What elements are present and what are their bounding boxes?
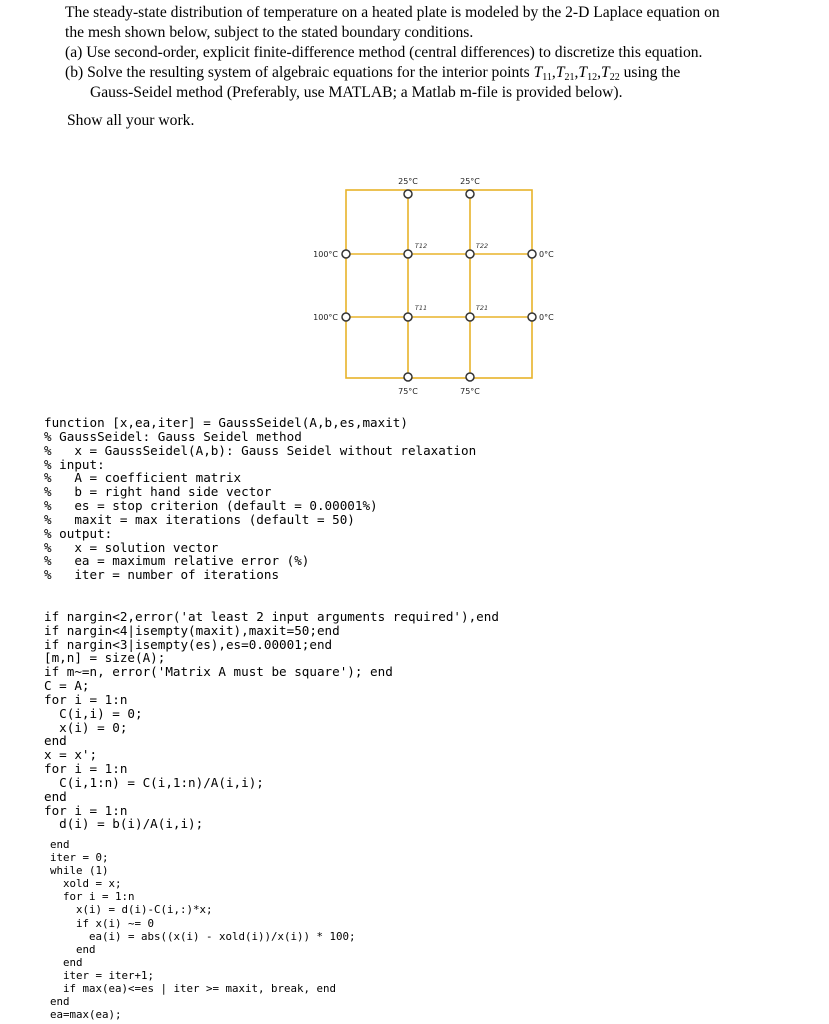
- matlab-code-main: [44, 416, 499, 831]
- boundary-node: [466, 373, 474, 381]
- code-line: % GaussSeidel: Gauss Seidel method: [44, 428, 302, 444]
- interior-node-T11: [404, 313, 412, 321]
- boundary-node: [404, 190, 412, 198]
- label-left-lower: 100°C: [313, 313, 338, 322]
- code-line: end: [50, 955, 83, 969]
- code-line: for i = 1:n: [50, 890, 135, 904]
- code-line: function [x,ea,iter] = GaussSeidel(A,b,es,maxit): [44, 415, 408, 430]
- intro-line-1: The steady-state distribution of temperature on a heated plate is modeled by the 2-D Laplace equation on: [65, 4, 720, 21]
- code-line: if m~=n, error('Matrix A must be square'); end: [44, 664, 393, 680]
- code-line: end: [44, 788, 67, 804]
- code-line: d(i) = b(i)/A(i,i);: [44, 816, 204, 832]
- label-top-left: 25°C: [398, 177, 418, 186]
- var-base: T: [601, 64, 610, 81]
- boundary-node: [404, 373, 412, 381]
- code-line: [m,n] = size(A);: [44, 650, 166, 666]
- code-line: ea=max(ea);: [50, 1008, 122, 1022]
- code-line: if nargin<3|isempty(es),es=0.00001;end: [44, 636, 333, 652]
- comma: ,: [597, 64, 601, 81]
- code-line: x(i) = d(i)-C(i,:)*x;: [50, 903, 213, 917]
- boundary-node: [342, 313, 350, 321]
- code-line: C(i,i) = 0;: [44, 705, 143, 721]
- code-line: iter = iter+1;: [50, 968, 155, 982]
- var-base: T: [578, 64, 588, 81]
- interior-node-T22: [466, 250, 474, 258]
- code-line: if max(ea)<=es | iter >= maxit, break, end: [50, 982, 337, 996]
- code-line: C = A;: [44, 678, 90, 694]
- part-a: (a) Use second-order, explicit finite-difference method (central differences) to discretize this equation.: [65, 44, 703, 61]
- node-label-T21: T21: [475, 304, 489, 312]
- code-line: x(i) = 0;: [44, 719, 128, 735]
- code-line: % x = GaussSeidel(A,b): Gauss Seidel without relaxation: [44, 442, 477, 458]
- code-line: end: [50, 942, 96, 956]
- code-line: % maxit = max iterations (default = 50): [44, 511, 355, 527]
- var-sub: 22: [609, 72, 620, 83]
- code-line: for i = 1:n: [44, 761, 128, 777]
- boundary-node: [342, 250, 350, 258]
- part-b-line-2: Gauss-Seidel method (Preferably, use MATLAB; a Matlab m-file is provided below).: [90, 84, 623, 101]
- code-line: end: [50, 838, 70, 851]
- code-line: [44, 596, 499, 610]
- comma: ,: [574, 64, 579, 81]
- code-line: C(i,1:n) = C(i,1:n)/A(i,i);: [44, 774, 264, 790]
- code-line: % input:: [44, 456, 105, 472]
- node-label-T22: T22: [475, 242, 489, 250]
- code-line: for i = 1:n: [44, 802, 128, 818]
- code-line: % output:: [44, 525, 113, 541]
- boundary-node: [528, 313, 536, 321]
- code-line: xold = x;: [50, 877, 122, 891]
- label-left-upper: 100°C: [313, 250, 338, 259]
- var-base: T: [533, 64, 543, 81]
- node-label-T12: T12: [414, 242, 428, 250]
- code-line: end: [44, 733, 67, 749]
- boundary-node: [528, 250, 536, 258]
- label-bottom-left: 75°C: [398, 387, 418, 396]
- code-line: end: [50, 995, 70, 1009]
- matlab-code-tail: [50, 838, 356, 1021]
- problem-statement: [65, 3, 810, 103]
- part-b: [65, 63, 810, 83]
- code-line: % A = coefficient matrix: [44, 470, 242, 486]
- code-line: if nargin<4|isempty(maxit),maxit=50;end: [44, 622, 340, 638]
- part-b-text-end: using the: [619, 64, 681, 81]
- intro-line-2: the mesh shown below, subject to the stated boundary conditions.: [65, 24, 474, 41]
- code-line: x = x';: [44, 747, 98, 763]
- mesh-nodes: [342, 190, 536, 381]
- code-line: % x = solution vector: [44, 539, 219, 555]
- node-label-T11: T11: [414, 304, 428, 312]
- boundary-node: [466, 190, 474, 198]
- code-line: if x(i) ~= 0: [50, 916, 155, 930]
- label-bottom-right: 75°C: [460, 387, 480, 396]
- var-base: T: [555, 64, 565, 81]
- code-line: % es = stop criterion (default = 0.00001%): [44, 498, 378, 514]
- var-sub: 11: [542, 72, 552, 83]
- label-right-upper: 0°C: [539, 250, 554, 259]
- comma: ,: [551, 64, 556, 81]
- interior-node-T12: [404, 250, 412, 258]
- mesh-border: [346, 190, 532, 378]
- code-line: ea(i) = abs((x(i) - xold(i))/x(i)) * 100;: [50, 929, 356, 943]
- interior-node-T21: [466, 313, 474, 321]
- code-line: while (1): [50, 864, 109, 878]
- code-line: % b = right hand side vector: [44, 484, 272, 500]
- var-sub: 21: [564, 72, 575, 83]
- part-b-text: (b) Solve the resulting system of algebraic equations for the interior points: [65, 64, 534, 81]
- mesh-grid: [346, 190, 532, 378]
- code-line: iter = 0;: [50, 851, 109, 865]
- code-line: % ea = maximum relative error (%): [44, 553, 310, 569]
- var-sub: 12: [587, 72, 598, 83]
- code-line: % iter = number of iterations: [44, 567, 280, 583]
- code-line: if nargin<2,error('at least 2 input arguments required'),end: [44, 608, 499, 624]
- code-line: [44, 582, 499, 596]
- code-line: for i = 1:n: [44, 691, 128, 707]
- show-work-instruction: Show all your work.: [67, 112, 195, 129]
- label-top-right: 25°C: [460, 177, 480, 186]
- label-right-lower: 0°C: [539, 313, 554, 322]
